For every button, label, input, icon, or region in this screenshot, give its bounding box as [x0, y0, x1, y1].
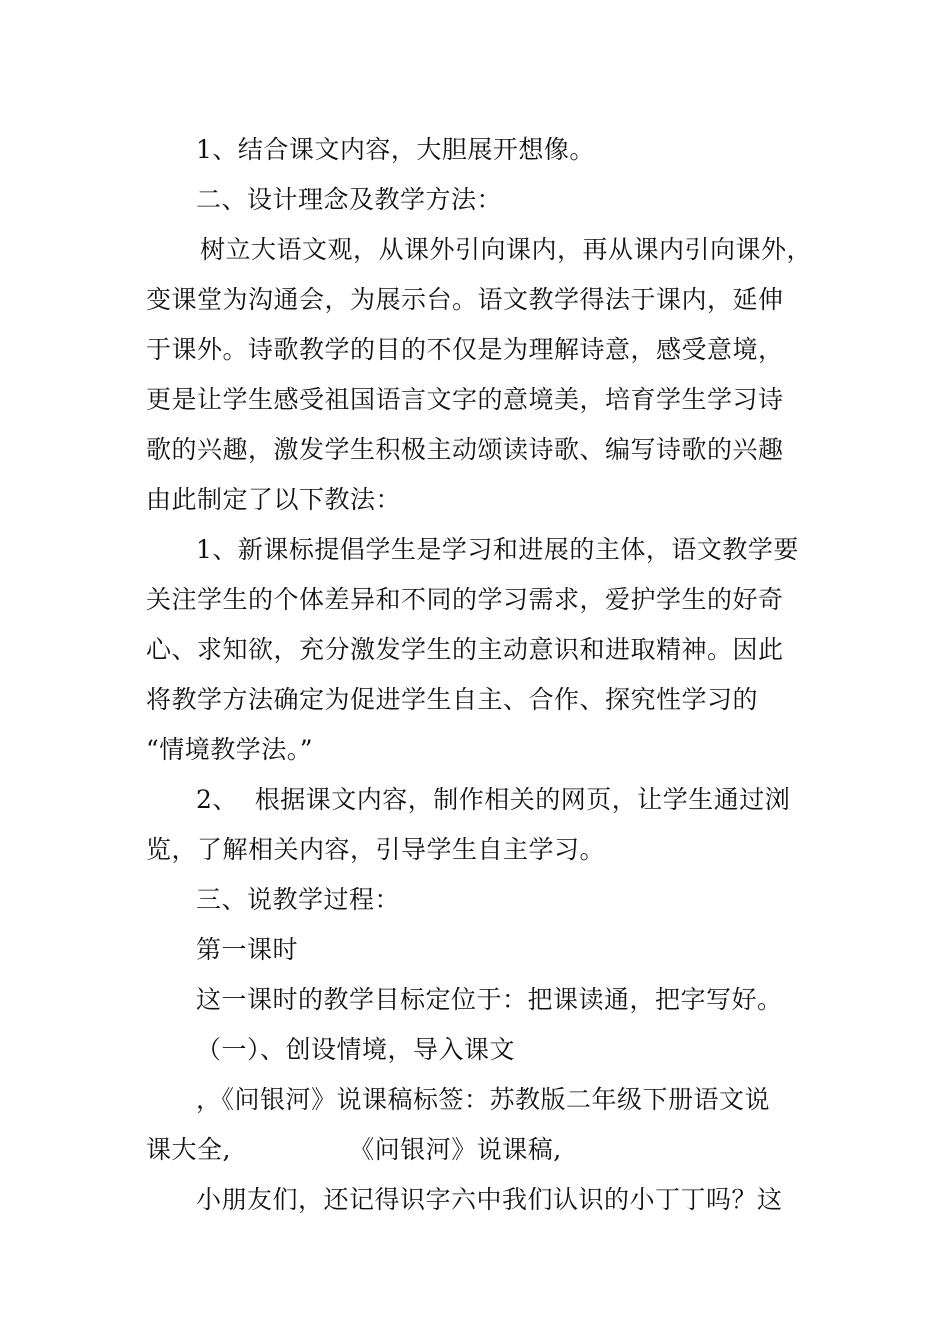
text-line: 关注学生的个体差异和不同的学习需求，爱护学生的好奇	[146, 585, 784, 614]
text-line: 览，了解相关内容，引导学生自主学习。	[146, 835, 606, 864]
text-line: 小朋友们，还记得识字六中我们认识的小丁丁吗？这	[196, 1185, 783, 1214]
text-line: ，《问银河》说课稿标签：苏教版二年级下册语文说	[196, 1085, 771, 1114]
text-line: 1、新课标提倡学生是学习和进展的主体，语文教学要	[196, 535, 799, 564]
text-line: 歌的兴趣，激发学生积极主动颂读诗歌、编写诗歌的兴趣	[146, 435, 784, 464]
text-line: 将教学方法确定为促进学生自主、合作、探究性学习的	[146, 685, 759, 714]
text-line: “情境教学法。”	[146, 735, 314, 764]
text-line: 第一课时	[196, 935, 299, 964]
text-line: 由此制定了以下教法：	[146, 485, 402, 514]
text-line: 更是让学生感受祖国语言文字的意境美，培育学生学习诗	[146, 385, 784, 414]
text-line: （一）、创设情境，导入课文	[196, 1035, 516, 1064]
text-line: 于课外。诗歌教学的目的不仅是为理解诗意，感受意境，	[146, 335, 784, 364]
text-line: 变课堂为沟通会，为展示台。语文教学得法于课内，延伸	[146, 285, 784, 314]
text-line: 这一课时的教学目标定位于：把课读通，把字写好。	[196, 985, 783, 1014]
text-line: 1、结合课文内容，大胆展开想像。	[196, 135, 595, 164]
section-heading: 三、说教学过程：	[196, 885, 401, 914]
text-line: 树立大语文观，从课外引向课内，再从课内引向课外，	[200, 235, 813, 264]
text-line: 心、求知欲，充分激发学生的主动意识和进取精神。因此	[146, 635, 784, 664]
text-line: 2、 根据课文内容，制作相关的网页，让学生通过浏	[196, 785, 791, 814]
section-heading: 二、设计理念及教学方法：	[196, 185, 503, 214]
text-line: 课大全, 《问银河》说课稿,	[146, 1135, 562, 1164]
